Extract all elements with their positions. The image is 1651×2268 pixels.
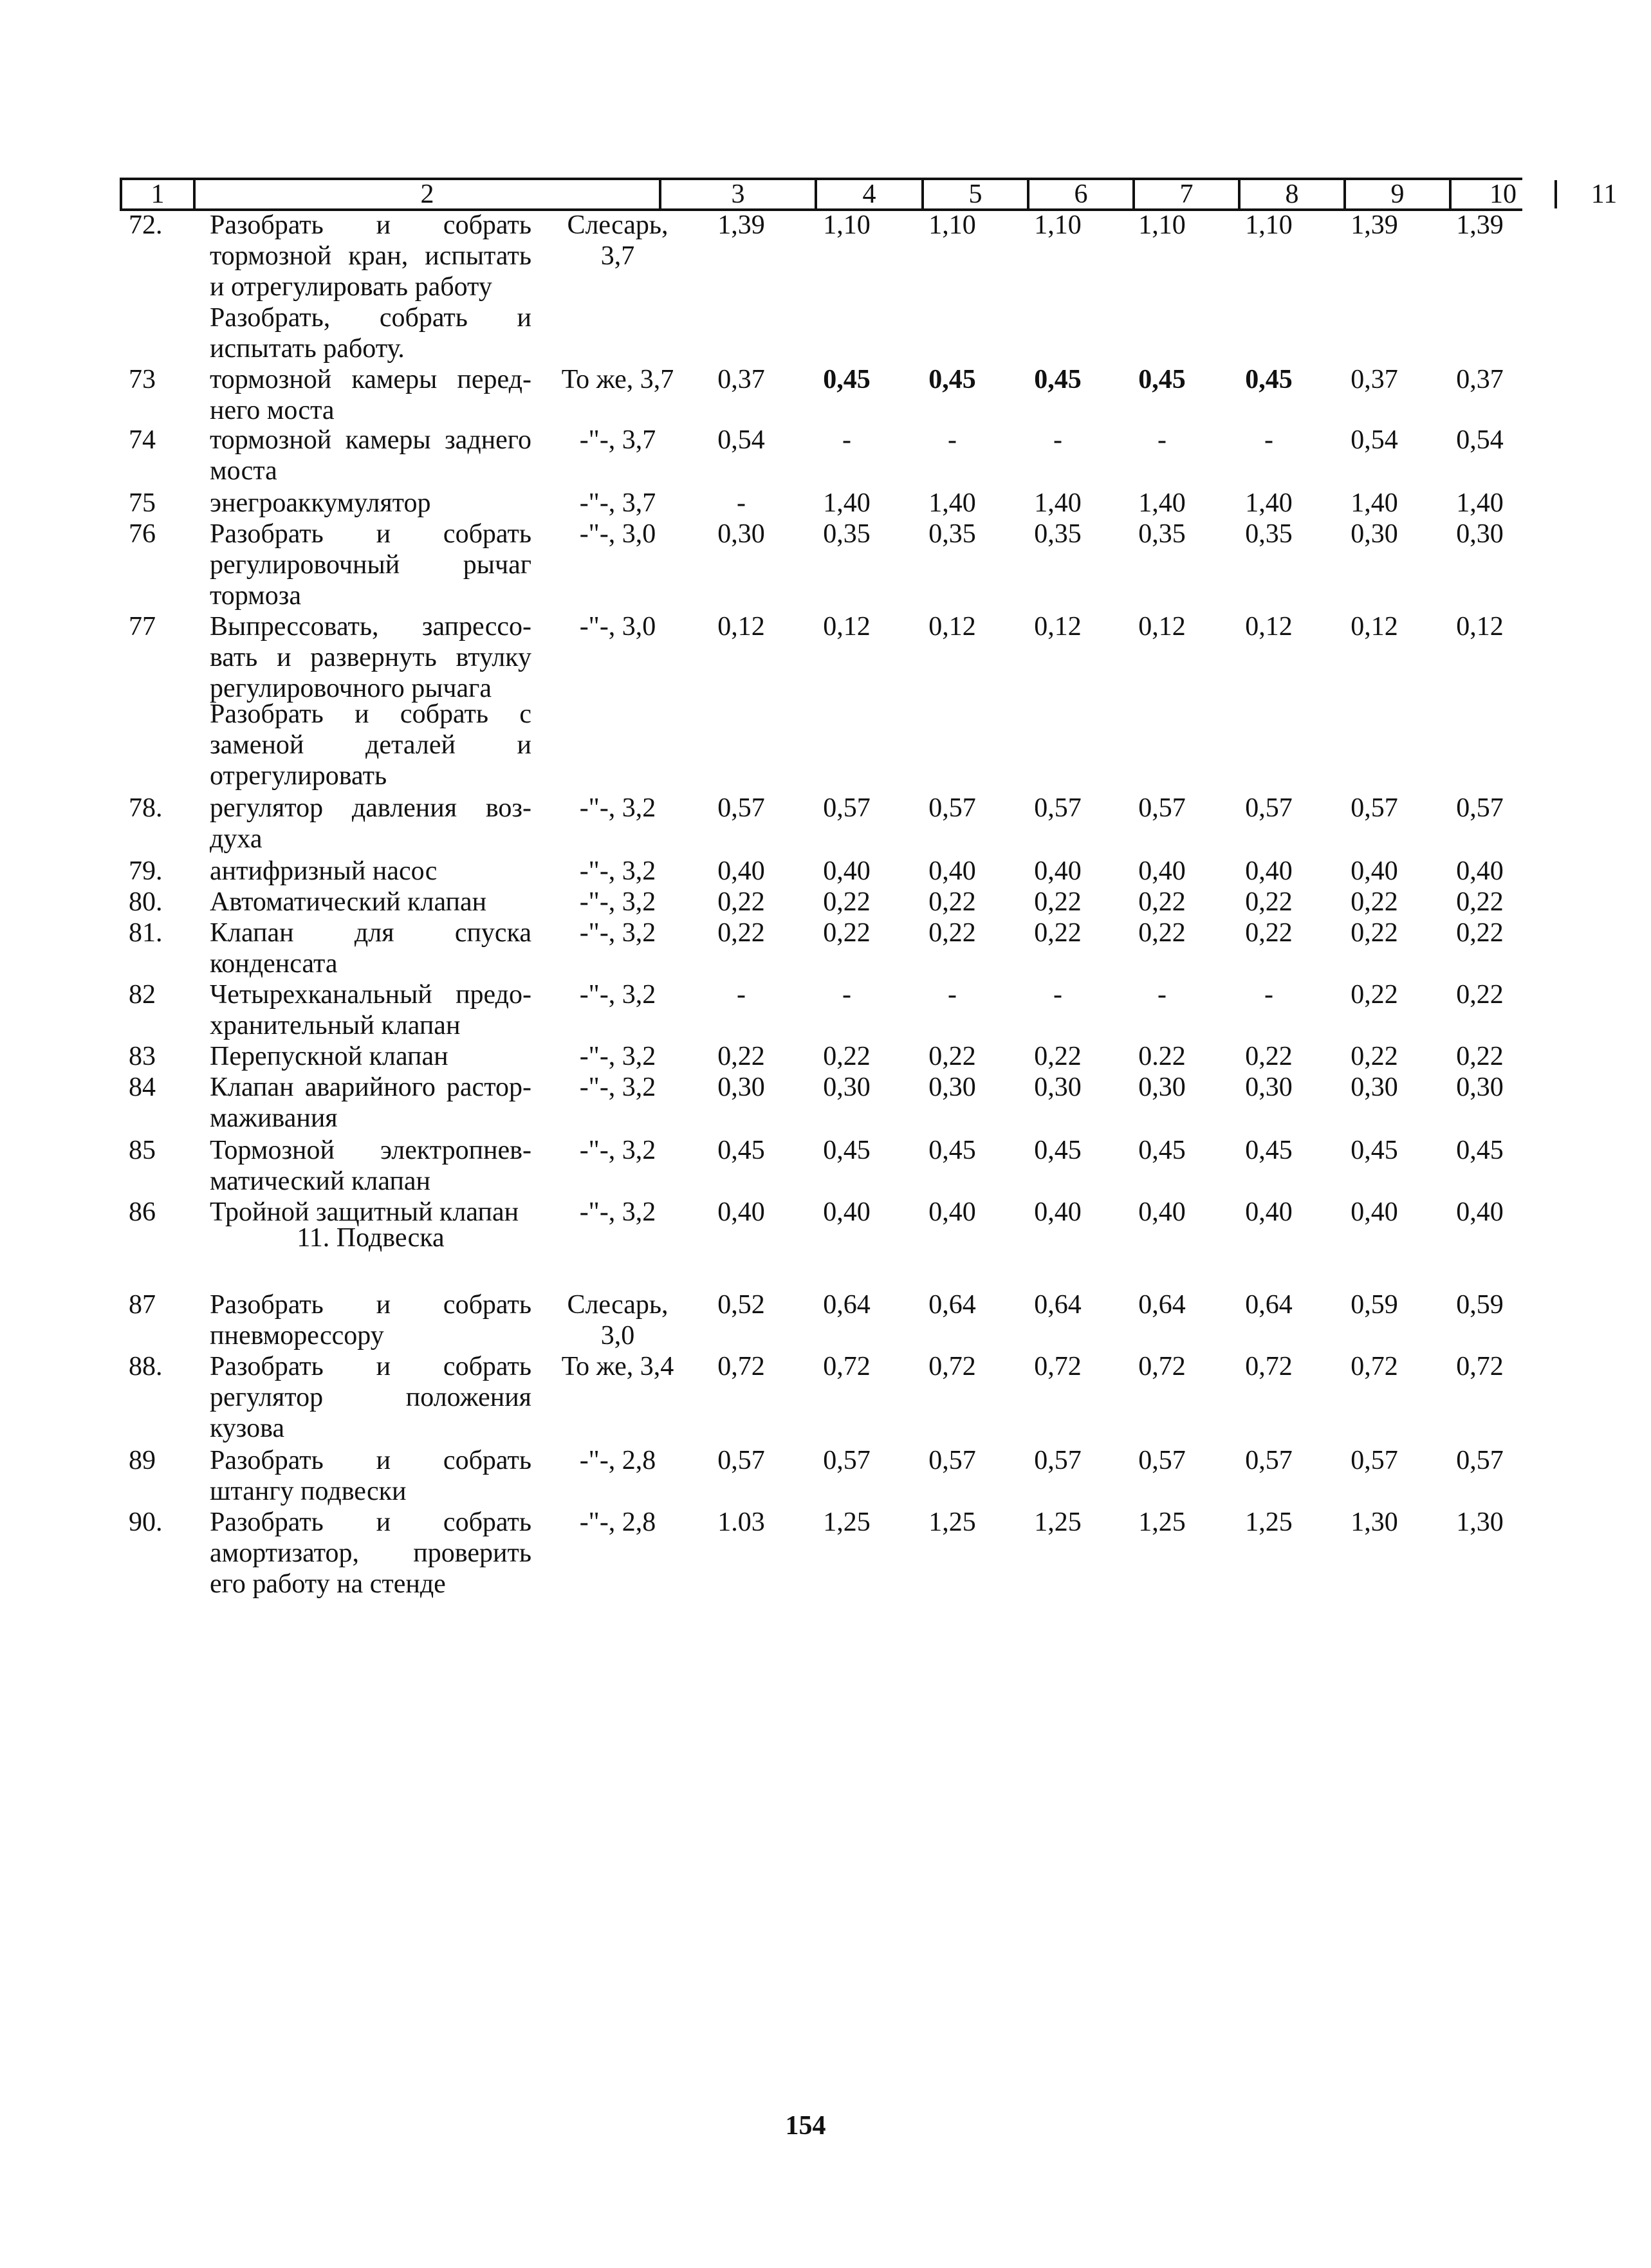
worker-category: [540, 1445, 695, 1476]
row-number: 81.: [129, 918, 163, 948]
norm-value-col-6: 0,45: [928, 365, 976, 394]
norm-value-col-7: 1,40: [1034, 488, 1082, 518]
worker-category: [540, 1135, 695, 1166]
norm-value-col-11: 0,37: [1456, 365, 1504, 394]
norm-value-col-6: -: [948, 980, 957, 1010]
norm-value-col-9: 0,57: [1245, 793, 1293, 823]
norm-value-col-9: 0,45: [1245, 365, 1293, 394]
text-line: пневморессору: [210, 1321, 384, 1351]
norm-value-col-9: 1,40: [1245, 488, 1293, 518]
text-line: Клапан аварийного растор-: [210, 1073, 531, 1102]
norm-value-col-5: 0,40: [823, 856, 871, 886]
norm-value-col-5: 0,57: [823, 793, 871, 823]
norm-value-col-5: 1,10: [823, 210, 871, 240]
operation-description: [210, 1072, 531, 1134]
text-line: -"-, 3,2: [579, 856, 656, 886]
text-line: вать и развернуть втулку: [210, 643, 531, 672]
norm-value-col-7: 0,12: [1034, 612, 1082, 641]
text-line: его работу на стенде: [210, 1569, 446, 1599]
row-number: 80.: [129, 887, 163, 917]
text-line: 3,7: [600, 241, 635, 271]
row-number: 89: [129, 1446, 156, 1475]
table-header: [120, 178, 1618, 211]
norm-value-col-4: 0,57: [717, 1446, 765, 1475]
norm-value-col-10: 0,57: [1351, 793, 1398, 823]
text-line: -"-, 3,2: [579, 793, 656, 823]
text-line: отрегулировать: [210, 761, 387, 791]
text-line: Автоматический клапан: [210, 887, 487, 917]
norm-value-col-4: -: [737, 488, 746, 518]
norm-value-col-9: 1,25: [1245, 1507, 1293, 1537]
text-line: регулировочный рычаг: [210, 550, 531, 580]
worker-category: [540, 856, 695, 887]
norm-value-col-5: 0,57: [823, 1446, 871, 1475]
norm-value-col-10: 0,40: [1351, 856, 1398, 886]
header-cell: 6: [1027, 180, 1132, 208]
row-number: 86: [129, 1197, 156, 1227]
norm-value-col-7: 0,22: [1034, 1042, 1082, 1071]
norm-value-col-7: 0,40: [1034, 856, 1082, 886]
text-line: Перепускной клапан: [210, 1042, 448, 1071]
worker-category: [540, 887, 695, 917]
norm-value-col-6: 0,72: [928, 1352, 976, 1381]
text-line: тормозной камеры заднего: [210, 425, 531, 455]
row-number: 76: [129, 519, 156, 549]
norm-value-col-6: 1,25: [928, 1507, 976, 1537]
norm-value-col-8: 0,45: [1138, 1136, 1186, 1165]
norm-value-col-7: 0,30: [1034, 1073, 1082, 1102]
operation-description: [210, 856, 531, 887]
norm-value-col-10: 1,39: [1351, 210, 1398, 240]
text-line: Тройной защитный клапан: [210, 1197, 519, 1227]
norm-value-col-5: 0,30: [823, 1073, 871, 1102]
norm-value-col-8: 0,40: [1138, 1197, 1186, 1227]
worker-category: [540, 793, 695, 824]
header-cell: 2: [193, 180, 659, 208]
norm-value-col-8: 0,30: [1138, 1073, 1186, 1102]
norm-value-col-8: 0,40: [1138, 856, 1186, 886]
worker-category: [540, 488, 695, 519]
norm-value-col-5: 0,12: [823, 612, 871, 641]
norm-value-col-6: 0,35: [928, 519, 976, 549]
norm-value-col-8: 0,22: [1138, 887, 1186, 917]
norm-value-col-5: 0,45: [823, 365, 871, 394]
text-line: заменой деталей и: [210, 730, 531, 760]
text-line: духа: [210, 824, 263, 854]
text-line: Тормозной электропнев-: [210, 1136, 531, 1165]
norm-value-col-6: 1,40: [928, 488, 976, 518]
text-line: тормозной камеры перед-: [210, 365, 531, 394]
worker-category: [540, 1507, 695, 1538]
worker-category: [540, 1041, 695, 1072]
norm-value-col-7: 0,22: [1034, 918, 1082, 948]
text-line: -"-, 2,8: [579, 1446, 656, 1475]
text-line: хранительный клапан: [210, 1011, 461, 1040]
norm-value-col-6: 0,22: [928, 918, 976, 948]
norm-value-col-7: 0,35: [1034, 519, 1082, 549]
norm-value-col-10: 0,30: [1351, 1073, 1398, 1102]
text-line: То же, 3,4: [561, 1352, 674, 1381]
row-number: 82: [129, 980, 156, 1010]
norm-value-col-11: 0,40: [1456, 856, 1504, 886]
operation-description: [210, 1351, 531, 1444]
norm-value-col-6: 0,22: [928, 887, 976, 917]
text-line: Разобрать и собрать: [210, 1446, 531, 1475]
text-line: -"-, 2,8: [579, 1507, 656, 1537]
norm-value-col-6: 0,45: [928, 1136, 976, 1165]
norm-value-col-8: 0,12: [1138, 612, 1186, 641]
text-line: Разобрать и собрать: [210, 519, 531, 549]
text-line: моста: [210, 456, 277, 486]
norm-value-col-11: 0,45: [1456, 1136, 1504, 1165]
norm-value-col-7: 0,40: [1034, 1197, 1082, 1227]
operation-description: [210, 1507, 531, 1600]
text-line: энегроаккумулятор: [210, 488, 431, 518]
norm-value-col-9: 0,45: [1245, 1136, 1293, 1165]
header-cell: 10: [1449, 180, 1554, 208]
norm-value-col-6: 1,10: [928, 210, 976, 240]
page-number: 154: [785, 2111, 826, 2141]
norm-value-col-8: 0,45: [1138, 365, 1186, 394]
header-cell: 11: [1554, 180, 1651, 208]
section-title: 11. Подвеска: [297, 1223, 445, 1253]
norm-value-col-7: -: [1053, 425, 1062, 455]
text-line: регулятор давления воз-: [210, 793, 531, 823]
norm-value-col-7: 0,57: [1034, 793, 1082, 823]
text-line: -"-, 3,2: [579, 887, 656, 917]
norm-value-col-8: 1,40: [1138, 488, 1186, 518]
text-line: -"-, 3,2: [579, 1197, 656, 1227]
norm-value-col-9: 0,72: [1245, 1352, 1293, 1381]
operation-description: [210, 1289, 531, 1351]
operation-description: [210, 793, 531, 854]
operation-description: [210, 488, 531, 519]
worker-category: [540, 364, 695, 395]
operation-description: [210, 425, 531, 486]
norm-value-col-5: 0,72: [823, 1352, 871, 1381]
norm-value-col-5: 1,40: [823, 488, 871, 518]
text-line: Разобрать и собрать: [210, 1352, 531, 1381]
norm-value-col-9: 0,40: [1245, 856, 1293, 886]
worker-category: [540, 425, 695, 456]
operation-description: [210, 1445, 531, 1507]
operation-description: [210, 917, 531, 979]
header-cell: 5: [921, 180, 1027, 208]
norm-value-col-11: 0,22: [1456, 918, 1504, 948]
text-line: матический клапан: [210, 1166, 431, 1196]
header-cell: 1: [120, 180, 193, 208]
norm-value-col-4: 0,22: [717, 1042, 765, 1071]
norm-value-col-7: 0,45: [1034, 1136, 1082, 1165]
norm-value-col-11: 0,22: [1456, 980, 1504, 1010]
norm-value-col-9: -: [1264, 425, 1273, 455]
norm-value-col-10: 0,57: [1351, 1446, 1398, 1475]
header-cell: 9: [1343, 180, 1449, 208]
text-line: -"-, 3,2: [579, 1042, 656, 1071]
norm-value-col-9: 0,22: [1245, 918, 1293, 948]
text-line: -"-, 3,7: [579, 425, 656, 455]
row-number: 90.: [129, 1507, 163, 1537]
text-line: Слесарь,: [567, 210, 669, 240]
norm-value-col-4: -: [737, 980, 746, 1010]
norm-value-col-11: 0,12: [1456, 612, 1504, 641]
norm-value-col-11: 0,22: [1456, 887, 1504, 917]
norm-value-col-6: 0,64: [928, 1290, 976, 1320]
norm-value-col-10: 0,22: [1351, 980, 1398, 1010]
norm-value-col-10: 0,72: [1351, 1352, 1398, 1381]
norm-value-col-10: 1,40: [1351, 488, 1398, 518]
norm-value-col-11: 0,30: [1456, 1073, 1504, 1102]
norm-value-col-4: 1.03: [717, 1507, 765, 1537]
norm-value-col-7: 1,25: [1034, 1507, 1082, 1537]
text-line: Разобрать и собрать: [210, 210, 531, 240]
row-number: 88.: [129, 1352, 163, 1381]
text-line: него моста: [210, 396, 335, 425]
text-line: тормозной кран, испытать: [210, 241, 531, 271]
text-line: кузова: [210, 1414, 285, 1443]
text-line: штангу подвески: [210, 1477, 407, 1506]
text-line: -"-, 3,2: [579, 1136, 656, 1165]
header-cell: 7: [1132, 180, 1238, 208]
text-line: -"-, 3,0: [579, 519, 656, 549]
norm-value-col-10: 0,12: [1351, 612, 1398, 641]
operation-description: [210, 1041, 531, 1072]
norm-value-col-11: 1,40: [1456, 488, 1504, 518]
norm-value-col-6: 0,57: [928, 793, 976, 823]
norm-value-col-10: 0,37: [1351, 365, 1398, 394]
norm-value-col-4: 0,40: [717, 856, 765, 886]
operation-description: [210, 364, 531, 426]
norm-value-col-9: -: [1264, 980, 1273, 1010]
operation-description: [210, 979, 531, 1041]
row-number: 83: [129, 1042, 156, 1071]
norm-value-col-8: 0,57: [1138, 793, 1186, 823]
norm-value-col-5: 0,22: [823, 918, 871, 948]
norm-value-col-7: 0,72: [1034, 1352, 1082, 1381]
norm-value-col-4: 0,72: [717, 1352, 765, 1381]
norm-value-col-7: 0,57: [1034, 1446, 1082, 1475]
operation-description: [210, 611, 531, 704]
norm-value-col-8: 0,72: [1138, 1352, 1186, 1381]
norm-value-col-4: 0,22: [717, 918, 765, 948]
norm-value-col-10: 0,22: [1351, 1042, 1398, 1071]
text-line: амортизатор, проверить: [210, 1538, 531, 1568]
norm-value-col-8: 0,35: [1138, 519, 1186, 549]
row-number: 75: [129, 488, 156, 518]
worker-category: [540, 611, 695, 642]
operation-description: [210, 519, 531, 611]
norm-value-col-9: 0,64: [1245, 1290, 1293, 1320]
norm-value-col-9: 0,22: [1245, 887, 1293, 917]
norm-value-col-8: 0.22: [1138, 1042, 1186, 1071]
row-number: 72.: [129, 210, 163, 240]
norm-value-col-9: 0,40: [1245, 1197, 1293, 1227]
norm-value-col-11: 0,40: [1456, 1197, 1504, 1227]
norm-value-col-5: -: [842, 980, 851, 1010]
norm-value-col-11: 0,30: [1456, 519, 1504, 549]
norm-value-col-11: 0,22: [1456, 1042, 1504, 1071]
norm-value-col-6: 0,12: [928, 612, 976, 641]
row-number: 79.: [129, 856, 163, 886]
row-number: 84: [129, 1073, 156, 1102]
norm-value-col-8: 1,25: [1138, 1507, 1186, 1537]
norm-value-col-5: 0,45: [823, 1136, 871, 1165]
norm-value-col-11: 0,54: [1456, 425, 1504, 455]
norm-value-col-11: 1,39: [1456, 210, 1504, 240]
norm-value-col-5: 0,35: [823, 519, 871, 549]
norm-value-col-10: 0,22: [1351, 887, 1398, 917]
norm-value-col-10: 0,45: [1351, 1136, 1398, 1165]
norm-value-col-10: 0,54: [1351, 425, 1398, 455]
norm-value-col-8: 0,57: [1138, 1446, 1186, 1475]
norm-value-col-10: 0,30: [1351, 519, 1398, 549]
row-number: 77: [129, 612, 156, 641]
norm-value-col-11: 1,30: [1456, 1507, 1504, 1537]
worker-category: [540, 979, 695, 1010]
text-line: Разобрать и собрать: [210, 1290, 531, 1320]
worker-category: [540, 210, 695, 272]
norm-value-col-5: 0,64: [823, 1290, 871, 1320]
norm-value-col-11: 0,59: [1456, 1290, 1504, 1320]
group-intro-text: [210, 699, 531, 791]
norm-value-col-8: -: [1158, 980, 1167, 1010]
norm-value-col-5: -: [842, 425, 851, 455]
norm-value-col-9: 1,10: [1245, 210, 1293, 240]
text-line: Выпрессовать, запрессо-: [210, 612, 531, 641]
norm-value-col-4: 0,30: [717, 1073, 765, 1102]
text-line: маживания: [210, 1103, 338, 1133]
text-line: -"-, 3,2: [579, 918, 656, 948]
text-line: регулятор положения: [210, 1383, 531, 1412]
text-line: -"-, 3,0: [579, 612, 656, 641]
norm-value-col-9: 0,22: [1245, 1042, 1293, 1071]
text-line: -"-, 3,2: [579, 980, 656, 1010]
text-line: 3,0: [600, 1321, 635, 1351]
norm-value-col-9: 0,12: [1245, 612, 1293, 641]
norm-value-col-4: 0,57: [717, 793, 765, 823]
norm-value-col-4: 0,22: [717, 887, 765, 917]
norm-value-col-7: 0,22: [1034, 887, 1082, 917]
norm-value-col-4: 0,54: [717, 425, 765, 455]
header-cell: 8: [1238, 180, 1343, 208]
text-line: Слесарь,: [567, 1290, 669, 1320]
text-line: конденсата: [210, 949, 338, 979]
text-line: Разобрать и собрать: [210, 1507, 531, 1537]
text-line: регулировочного рычага: [210, 674, 492, 703]
worker-category: [540, 1351, 695, 1382]
text-line: Четырехканальный предо-: [210, 980, 531, 1010]
norm-value-col-6: 0,22: [928, 1042, 976, 1071]
operation-description: [210, 210, 531, 302]
text-line: -"-, 3,7: [579, 488, 656, 518]
norm-value-col-4: 0,40: [717, 1197, 765, 1227]
norm-value-col-4: 0,45: [717, 1136, 765, 1165]
norm-value-col-6: 0,40: [928, 1197, 976, 1227]
text-line: То же, 3,7: [561, 365, 674, 394]
worker-category: [540, 1289, 695, 1351]
text-line: -"-, 3,2: [579, 1073, 656, 1102]
row-number: 87: [129, 1290, 156, 1320]
worker-category: [540, 1197, 695, 1228]
norm-value-col-7: -: [1053, 980, 1062, 1010]
norm-value-col-6: 0,30: [928, 1073, 976, 1102]
norm-value-col-5: 0,40: [823, 1197, 871, 1227]
norm-value-col-10: 1,30: [1351, 1507, 1398, 1537]
text-line: Разобрать и собрать с: [210, 699, 531, 729]
norm-value-col-4: 0,52: [717, 1290, 765, 1320]
norm-value-col-5: 0,22: [823, 1042, 871, 1071]
header-cell: 4: [815, 180, 921, 208]
text-line: Разобрать, собрать и: [210, 303, 531, 333]
text-line: антифризный насос: [210, 856, 438, 886]
norm-value-col-4: 0,30: [717, 519, 765, 549]
header-cell: 3: [659, 180, 815, 208]
text-line: испытать работу.: [210, 334, 405, 364]
norm-value-col-6: 0,57: [928, 1446, 976, 1475]
norm-value-col-10: 0,40: [1351, 1197, 1398, 1227]
worker-category: [540, 917, 695, 948]
norm-value-col-11: 0,57: [1456, 793, 1504, 823]
text-line: тормоза: [210, 581, 301, 611]
operation-description: [210, 1135, 531, 1197]
worker-category: [540, 1072, 695, 1103]
norm-value-col-4: 0,12: [717, 612, 765, 641]
norm-value-col-5: 0,22: [823, 887, 871, 917]
norm-value-col-8: 0,64: [1138, 1290, 1186, 1320]
norm-value-col-6: 0,40: [928, 856, 976, 886]
norm-value-col-7: 1,10: [1034, 210, 1082, 240]
group-intro-text: [210, 302, 531, 364]
norm-value-col-11: 0,57: [1456, 1446, 1504, 1475]
norm-value-col-4: 0,37: [717, 365, 765, 394]
norm-value-col-4: 1,39: [717, 210, 765, 240]
norm-value-col-9: 0,35: [1245, 519, 1293, 549]
row-number: 78.: [129, 793, 163, 823]
norm-value-col-7: 0,64: [1034, 1290, 1082, 1320]
norm-value-col-6: -: [948, 425, 957, 455]
text-line: Клапан для спуска: [210, 918, 531, 948]
norm-value-col-7: 0,45: [1034, 365, 1082, 394]
norm-value-col-8: -: [1158, 425, 1167, 455]
row-number: 73: [129, 365, 156, 394]
text-line: и отрегулировать работу: [210, 272, 492, 302]
norm-value-col-8: 0,22: [1138, 918, 1186, 948]
norm-value-col-9: 0,57: [1245, 1446, 1293, 1475]
norm-value-col-11: 0,72: [1456, 1352, 1504, 1381]
norm-value-col-10: 0,22: [1351, 918, 1398, 948]
worker-category: [540, 519, 695, 549]
operation-description: [210, 887, 531, 917]
norm-value-col-8: 1,10: [1138, 210, 1186, 240]
row-number: 74: [129, 425, 156, 455]
norm-value-col-10: 0,59: [1351, 1290, 1398, 1320]
norm-value-col-9: 0,30: [1245, 1073, 1293, 1102]
row-number: 85: [129, 1136, 156, 1165]
norm-value-col-5: 1,25: [823, 1507, 871, 1537]
